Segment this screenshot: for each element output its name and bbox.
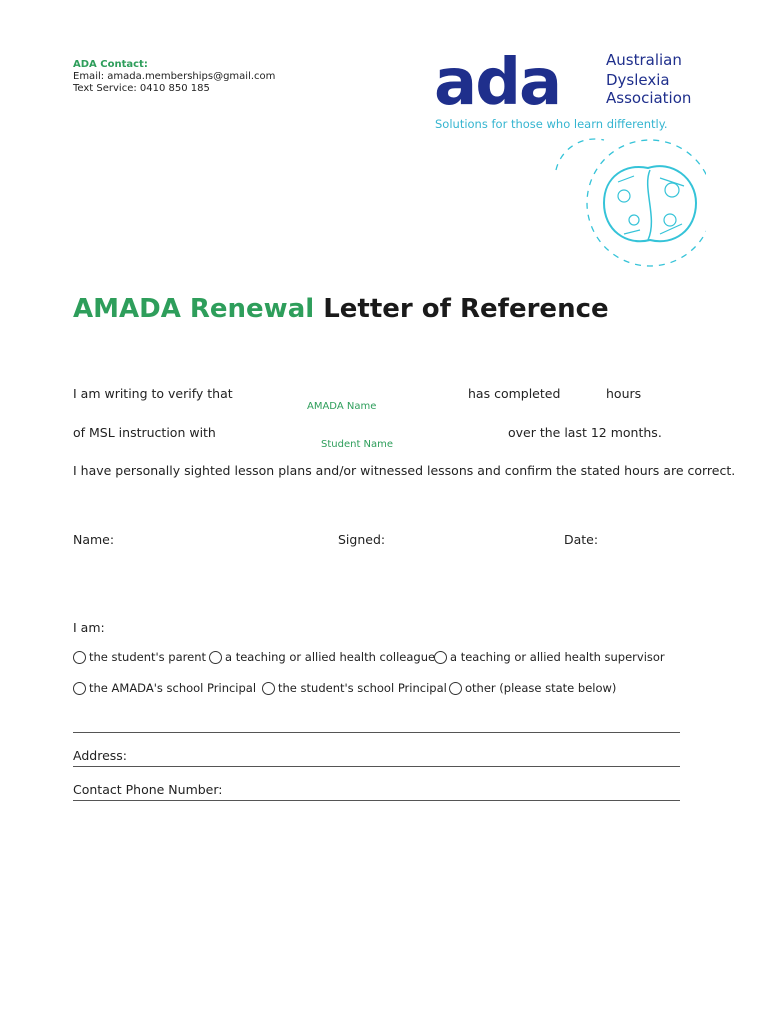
radio-label: a teaching or allied health supervisor [450,650,665,664]
radio-circle[interactable] [449,682,462,695]
title-dark: Letter of Reference [323,294,609,324]
logo-line-1: Australian [606,51,682,69]
student-name-hint: Student Name [321,439,394,450]
over-last-text: over the last 12 months. [508,425,662,440]
ada-logo-graphic [434,48,706,273]
brain-icon [556,139,706,266]
logo-line-3: Association [606,89,692,107]
radio-colleague[interactable] [209,650,435,664]
sighted-statement: I have personally sighted lesson plans and/or witnessed lessons and confirm the stated hours are correct. [73,463,736,478]
radio-parent[interactable] [73,650,206,664]
logo-tagline: Solutions for those who learn differently. [435,117,668,131]
hours-text: hours [606,386,642,401]
date-label: Date: [564,532,599,547]
radio-circle[interactable] [73,651,86,664]
radio-label: a teaching or allied health colleague [225,650,436,664]
logo-mark: ada [434,48,561,120]
radio-label: the student's school Principal [278,681,447,695]
radio-student-principal[interactable] [262,681,447,695]
radio-supervisor[interactable] [434,650,665,664]
contact-heading: ADA Contact: [73,59,148,70]
title-green: AMADA Renewal [73,294,315,324]
logo-line-2: Dyslexia [606,71,670,89]
contact-email: Email: amada.memberships@gmail.com [73,71,276,82]
address-label: Address: [73,748,127,763]
signed-label: Signed: [338,532,386,547]
has-completed-text: has completed [468,386,561,401]
radio-label: the student's parent [89,650,206,664]
ada-logo [434,48,706,273]
i-am-label: I am: [73,620,105,635]
phone-label: Contact Phone Number: [73,782,223,797]
page-title [73,294,609,324]
radio-amada-principal[interactable] [73,681,256,695]
radio-other[interactable] [449,681,616,695]
msl-prefix: of MSL instruction with [73,425,216,440]
radio-circle[interactable] [434,651,447,664]
address-input-line[interactable] [73,766,680,767]
radio-circle[interactable] [209,651,222,664]
radio-circle[interactable] [262,682,275,695]
radio-circle[interactable] [73,682,86,695]
radio-label: other (please state below) [465,681,617,695]
radio-label: the AMADA's school Principal [89,681,257,695]
other-input-line[interactable] [73,732,680,733]
phone-input-line[interactable] [73,800,680,801]
name-label: Name: [73,532,115,547]
amada-name-hint: AMADA Name [307,401,377,412]
contact-text-service: Text Service: 0410 850 185 [73,83,210,94]
verify-prefix: I am writing to verify that [73,386,233,401]
